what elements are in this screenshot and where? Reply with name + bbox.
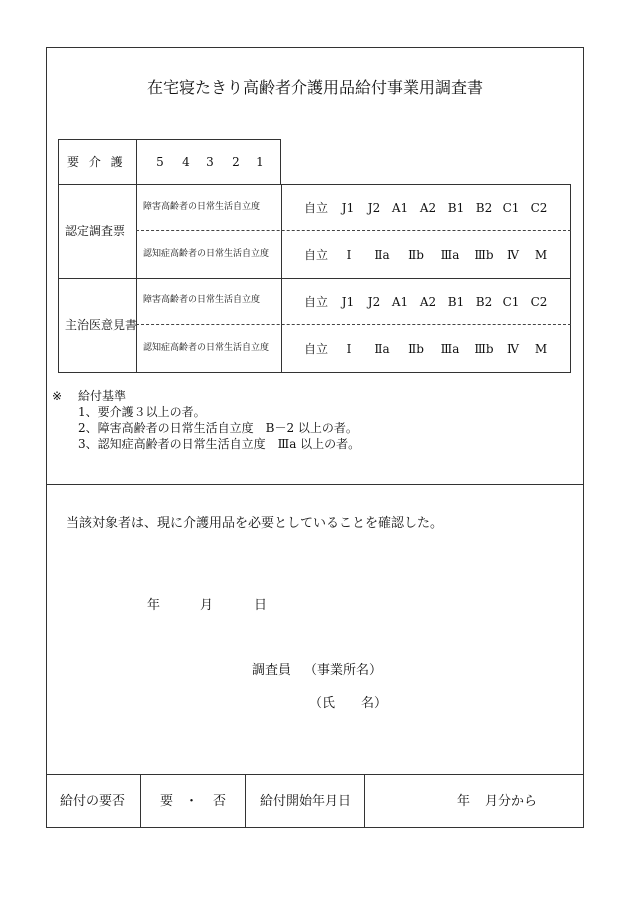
form-title: 在宅寝たきり高齢者介護用品給付事業用調査書: [146, 78, 483, 97]
care-level-label: 要 介 護: [67, 155, 126, 169]
eligibility-label: 給付の要否: [60, 794, 126, 809]
care-level-option[interactable]: 2: [232, 155, 240, 169]
care-level-option[interactable]: 5: [156, 155, 164, 169]
dementia-level-option[interactable]: Ⅲb: [474, 248, 494, 262]
dementia-row-label: 認知症高齢者の日常生活自立度: [143, 249, 270, 259]
disability-level-option[interactable]: 自立: [303, 295, 328, 309]
office-name-label: （事業所名）: [304, 663, 383, 678]
care-level-option[interactable]: 3: [206, 155, 214, 169]
criteria-item: 2、障害高齢者の日常生活自立度 B－2 以上の者。: [78, 421, 358, 435]
person-name-label: （氏 名）: [309, 696, 388, 711]
disability-level-option[interactable]: B1: [447, 295, 465, 309]
dementia-row-label: 認知症高齢者の日常生活自立度: [143, 343, 270, 353]
criteria-item: 1、要介護３以上の者。: [78, 405, 206, 419]
care-level-option[interactable]: 1: [256, 155, 264, 169]
disability-level-option[interactable]: J1: [341, 295, 355, 309]
eligibility-no-option[interactable]: 否: [213, 794, 227, 809]
criteria-heading: 給付基準: [78, 389, 127, 403]
disability-row-label: 障害高齢者の日常生活自立度: [143, 295, 261, 305]
disability-level-option[interactable]: B1: [447, 201, 465, 215]
dementia-level-option[interactable]: Ⅲa: [440, 342, 460, 356]
dementia-level-option[interactable]: Ⅱb: [408, 248, 424, 262]
disability-level-option[interactable]: A2: [419, 201, 437, 215]
disability-level-option[interactable]: A2: [419, 295, 437, 309]
date-day-label: 日: [254, 598, 268, 613]
dementia-level-option[interactable]: 自立: [303, 342, 328, 356]
dementia-level-option[interactable]: Ⅱa: [374, 342, 390, 356]
disability-level-option[interactable]: A1: [391, 201, 409, 215]
date-month-label: 月: [200, 598, 214, 613]
dementia-level-option[interactable]: I: [346, 248, 352, 262]
dementia-level-option[interactable]: I: [346, 342, 352, 356]
dementia-level-option[interactable]: Ⅲb: [474, 342, 494, 356]
note-mark: ※: [52, 389, 63, 403]
disability-level-option[interactable]: A1: [391, 295, 409, 309]
investigator-label: 調査員: [252, 663, 292, 678]
start-year-label: 年: [457, 794, 471, 809]
disability-level-option[interactable]: 自立: [303, 201, 328, 215]
certification-survey-label: 認定調査票: [65, 224, 126, 238]
doctor-opinion-label: 主治医意見書: [65, 318, 138, 332]
dementia-level-option[interactable]: Ⅱb: [408, 342, 424, 356]
date-year-label: 年: [147, 598, 161, 613]
disability-level-option[interactable]: C1: [502, 295, 520, 309]
disability-level-option[interactable]: J1: [341, 201, 355, 215]
disability-level-option[interactable]: C1: [502, 201, 520, 215]
dementia-level-option[interactable]: Ⅳ: [507, 342, 519, 356]
criteria-item: 3、認知症高齢者の日常生活自立度 Ⅲa 以上の者。: [78, 437, 361, 451]
disability-level-option[interactable]: J2: [367, 201, 381, 215]
dementia-level-option[interactable]: M: [534, 248, 548, 262]
confirmation-statement: 当該対象者は、現に介護用品を必要としていることを確認した。: [66, 516, 444, 531]
dementia-level-option[interactable]: Ⅲa: [440, 248, 460, 262]
dementia-level-option[interactable]: M: [534, 342, 548, 356]
dementia-level-option[interactable]: Ⅱa: [374, 248, 390, 262]
eligibility-yes-option[interactable]: 要: [160, 794, 174, 809]
disability-level-option[interactable]: B2: [475, 295, 493, 309]
disability-level-option[interactable]: B2: [475, 201, 493, 215]
care-level-option[interactable]: 4: [182, 155, 190, 169]
start-date-label: 給付開始年月日: [260, 794, 352, 809]
eligibility-separator: ・: [185, 794, 199, 809]
dementia-level-option[interactable]: Ⅳ: [507, 248, 519, 262]
disability-row-label: 障害高齢者の日常生活自立度: [143, 202, 261, 212]
disability-level-option[interactable]: C2: [530, 201, 548, 215]
disability-level-option[interactable]: J2: [367, 295, 381, 309]
start-month-from-label: 月分から: [485, 794, 538, 809]
dementia-level-option[interactable]: 自立: [303, 248, 328, 262]
disability-level-option[interactable]: C2: [530, 295, 548, 309]
